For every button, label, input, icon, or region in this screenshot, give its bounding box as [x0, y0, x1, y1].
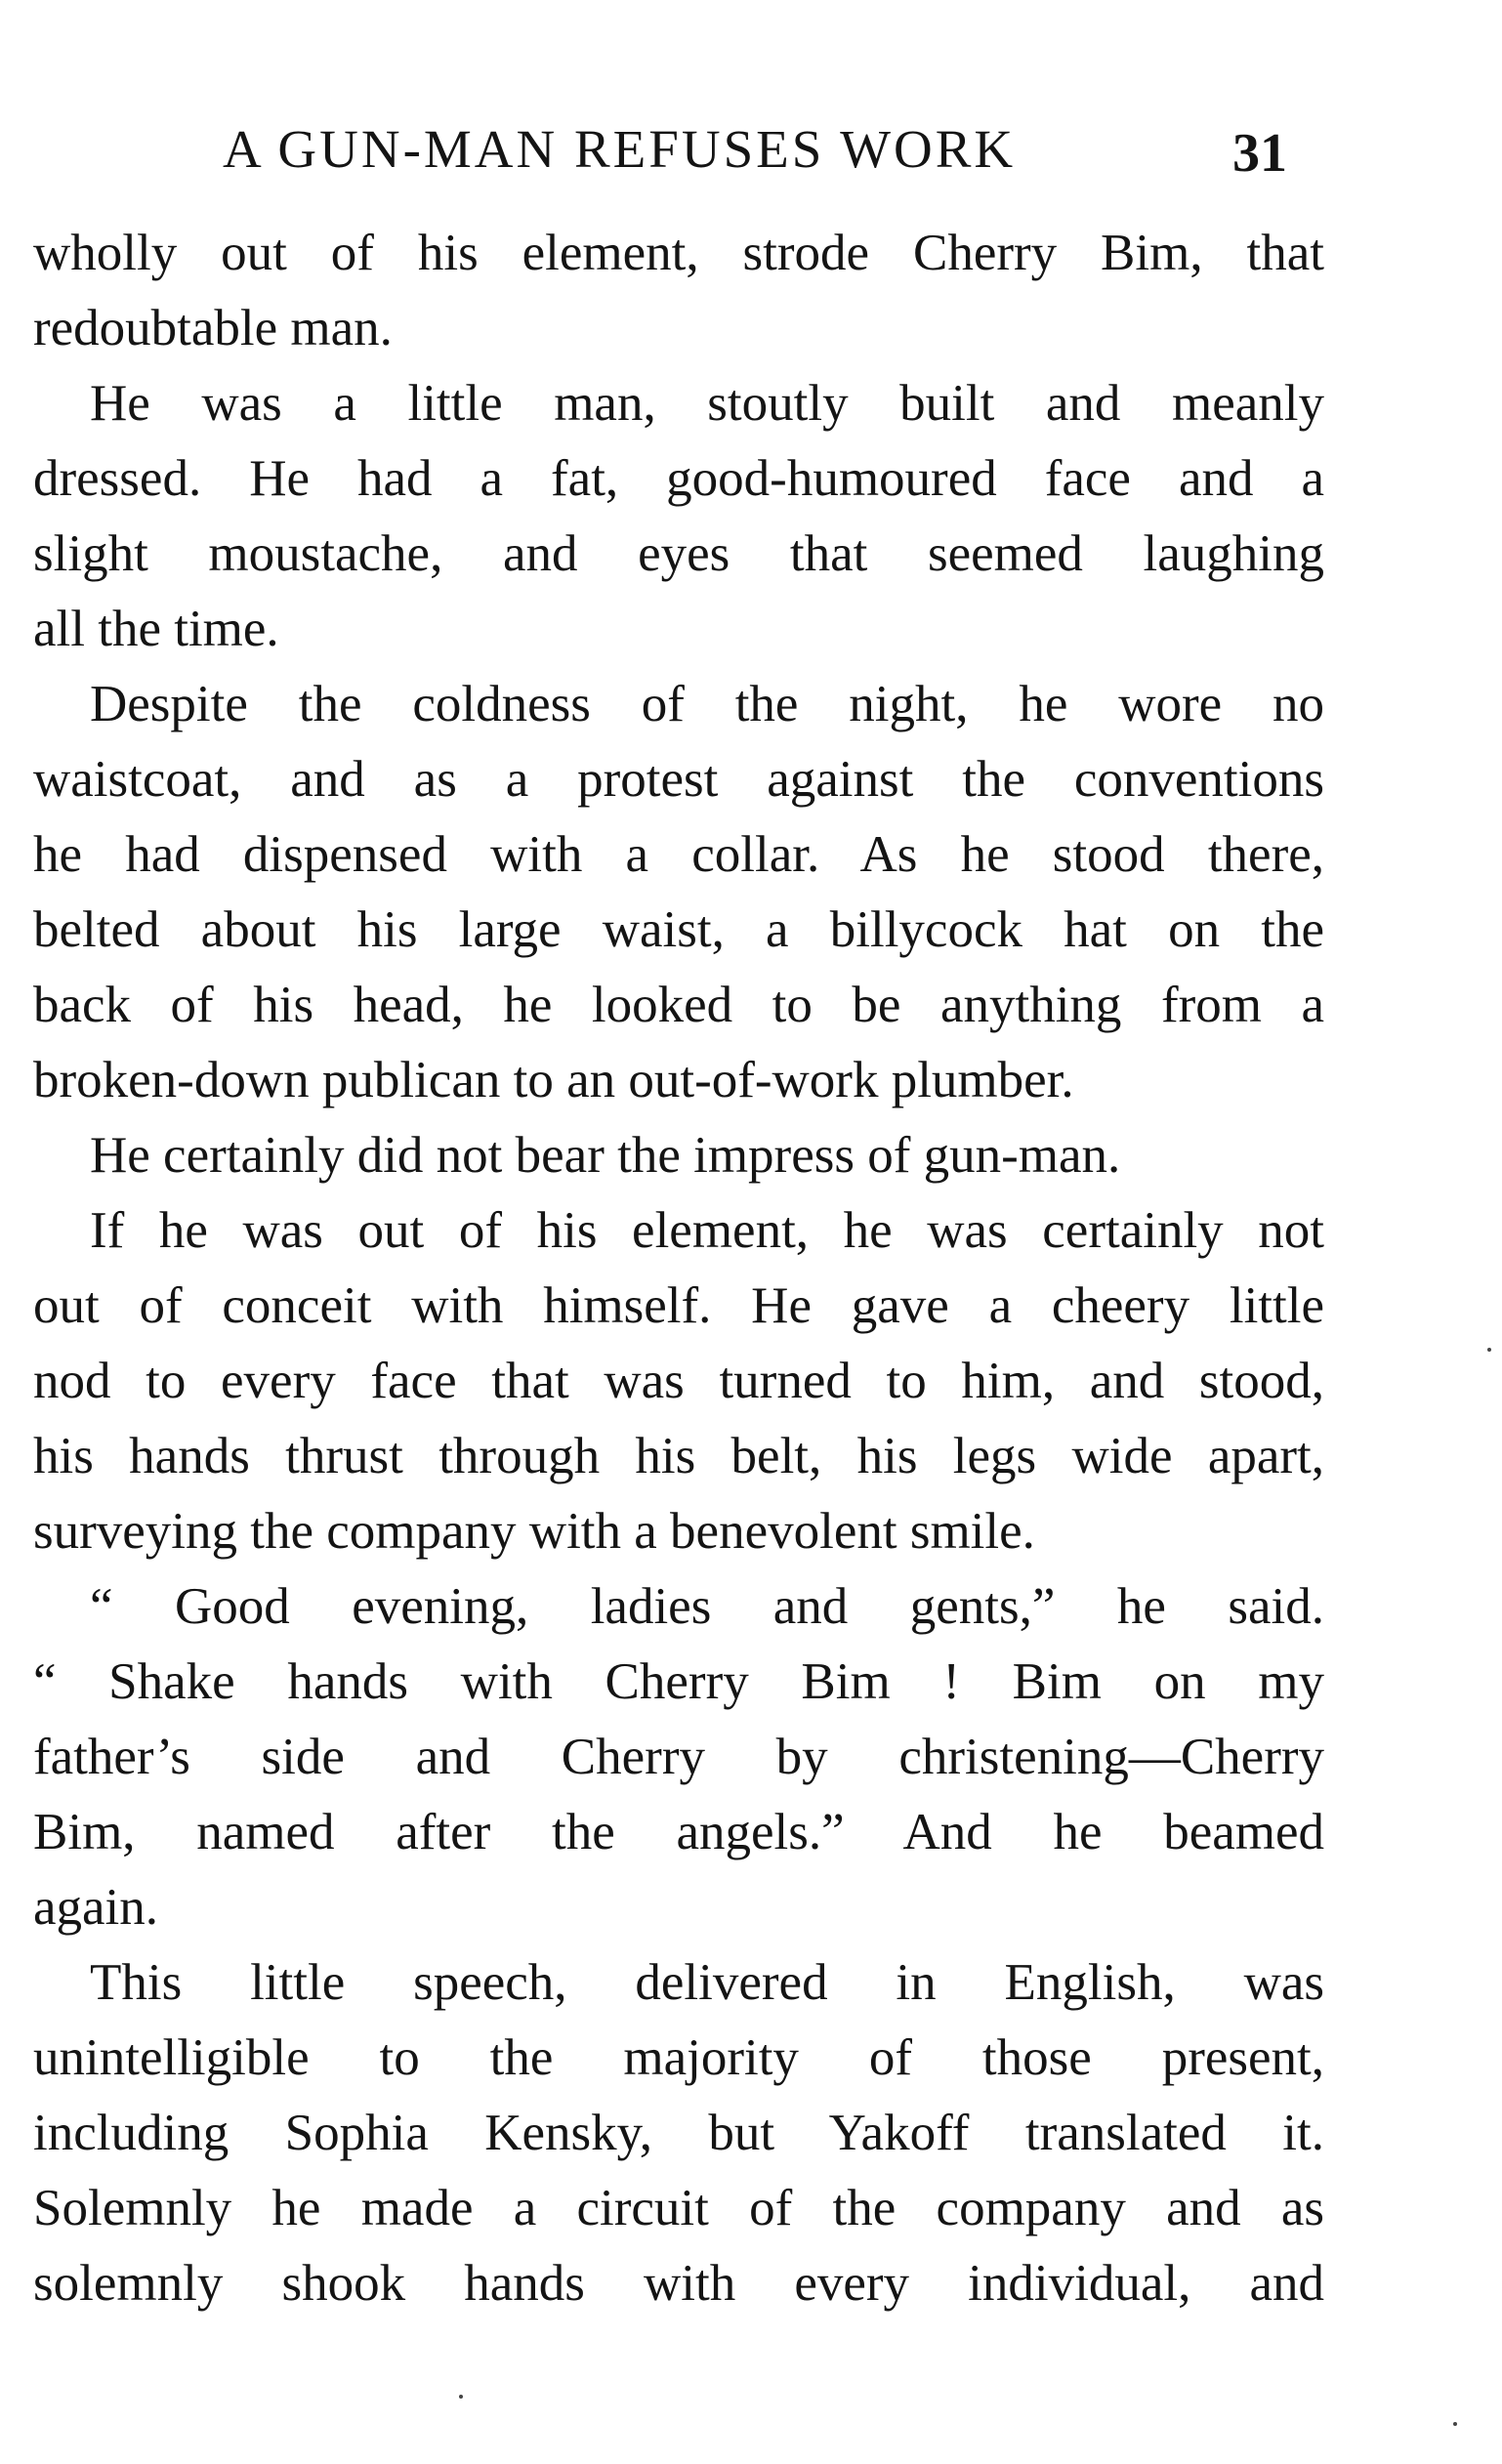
paragraph-start-line: Despite the coldness of the night, he wore no — [90, 676, 1324, 732]
scan-speck — [459, 2395, 463, 2399]
text-line: surveying the company with a benevolent smile. — [33, 1503, 1035, 1560]
scan-speck — [1487, 1348, 1491, 1352]
text-line: “ Shake hands with Cherry Bim ! Bim on my — [33, 1653, 1324, 1710]
running-title: A GUN-MAN REFUSES WORK — [223, 119, 1017, 179]
text-line: father’s side and Cherry by christening—Cherry — [33, 1729, 1324, 1785]
text-line: dressed. He had a fat, good-humoured face and a — [33, 450, 1324, 507]
scan-speck — [1453, 2422, 1457, 2426]
text-line: again. — [33, 1879, 159, 1936]
page-number: 31 — [1232, 123, 1287, 184]
text-line: broken-down publican to an out-of-work plumber. — [33, 1052, 1074, 1108]
paragraph-start-line: This little speech, delivered in English, was — [90, 1954, 1324, 2011]
text-line: Solemnly he made a circuit of the company and as — [33, 2180, 1324, 2236]
text-line: out of conceit with himself. He gave a cheery little — [33, 1277, 1324, 1334]
page-header — [0, 115, 1502, 184]
text-line: wholly out of his element, strode Cherry Bim, that — [33, 225, 1324, 281]
text-line: Bim, named after the angels.” And he beamed — [33, 1804, 1324, 1860]
text-line: waistcoat, and as a protest against the conventions — [33, 751, 1324, 808]
text-line: slight moustache, and eyes that seemed laughing — [33, 525, 1324, 582]
text-line: redoubtable man. — [33, 300, 393, 356]
paragraph-start-line: He was a little man, stoutly built and meanly — [90, 375, 1324, 432]
text-line: including Sophia Kensky, but Yakoff translated it. — [33, 2105, 1324, 2161]
paragraph-start-line: If he was out of his element, he was certainly not — [90, 1202, 1324, 1259]
text-line: back of his head, he looked to be anything from a — [33, 977, 1324, 1033]
text-line: belted about his large waist, a billycock hat on the — [33, 901, 1324, 958]
text-line: solemnly shook hands with every individual, and — [33, 2255, 1324, 2312]
text-line: nod to every face that was turned to him, and stood, — [33, 1353, 1324, 1409]
paragraph-start-line: He certainly did not bear the impress of gun-man. — [90, 1127, 1121, 1184]
text-line: all the time. — [33, 601, 279, 657]
text-line: he had dispensed with a collar. As he stood there, — [33, 826, 1324, 883]
paragraph-start-line: “ Good evening, ladies and gents,” he said. — [90, 1578, 1324, 1635]
text-line: unintelligible to the majority of those present, — [33, 2029, 1324, 2086]
text-line: his hands thrust through his belt, his legs wide apart, — [33, 1428, 1324, 1484]
